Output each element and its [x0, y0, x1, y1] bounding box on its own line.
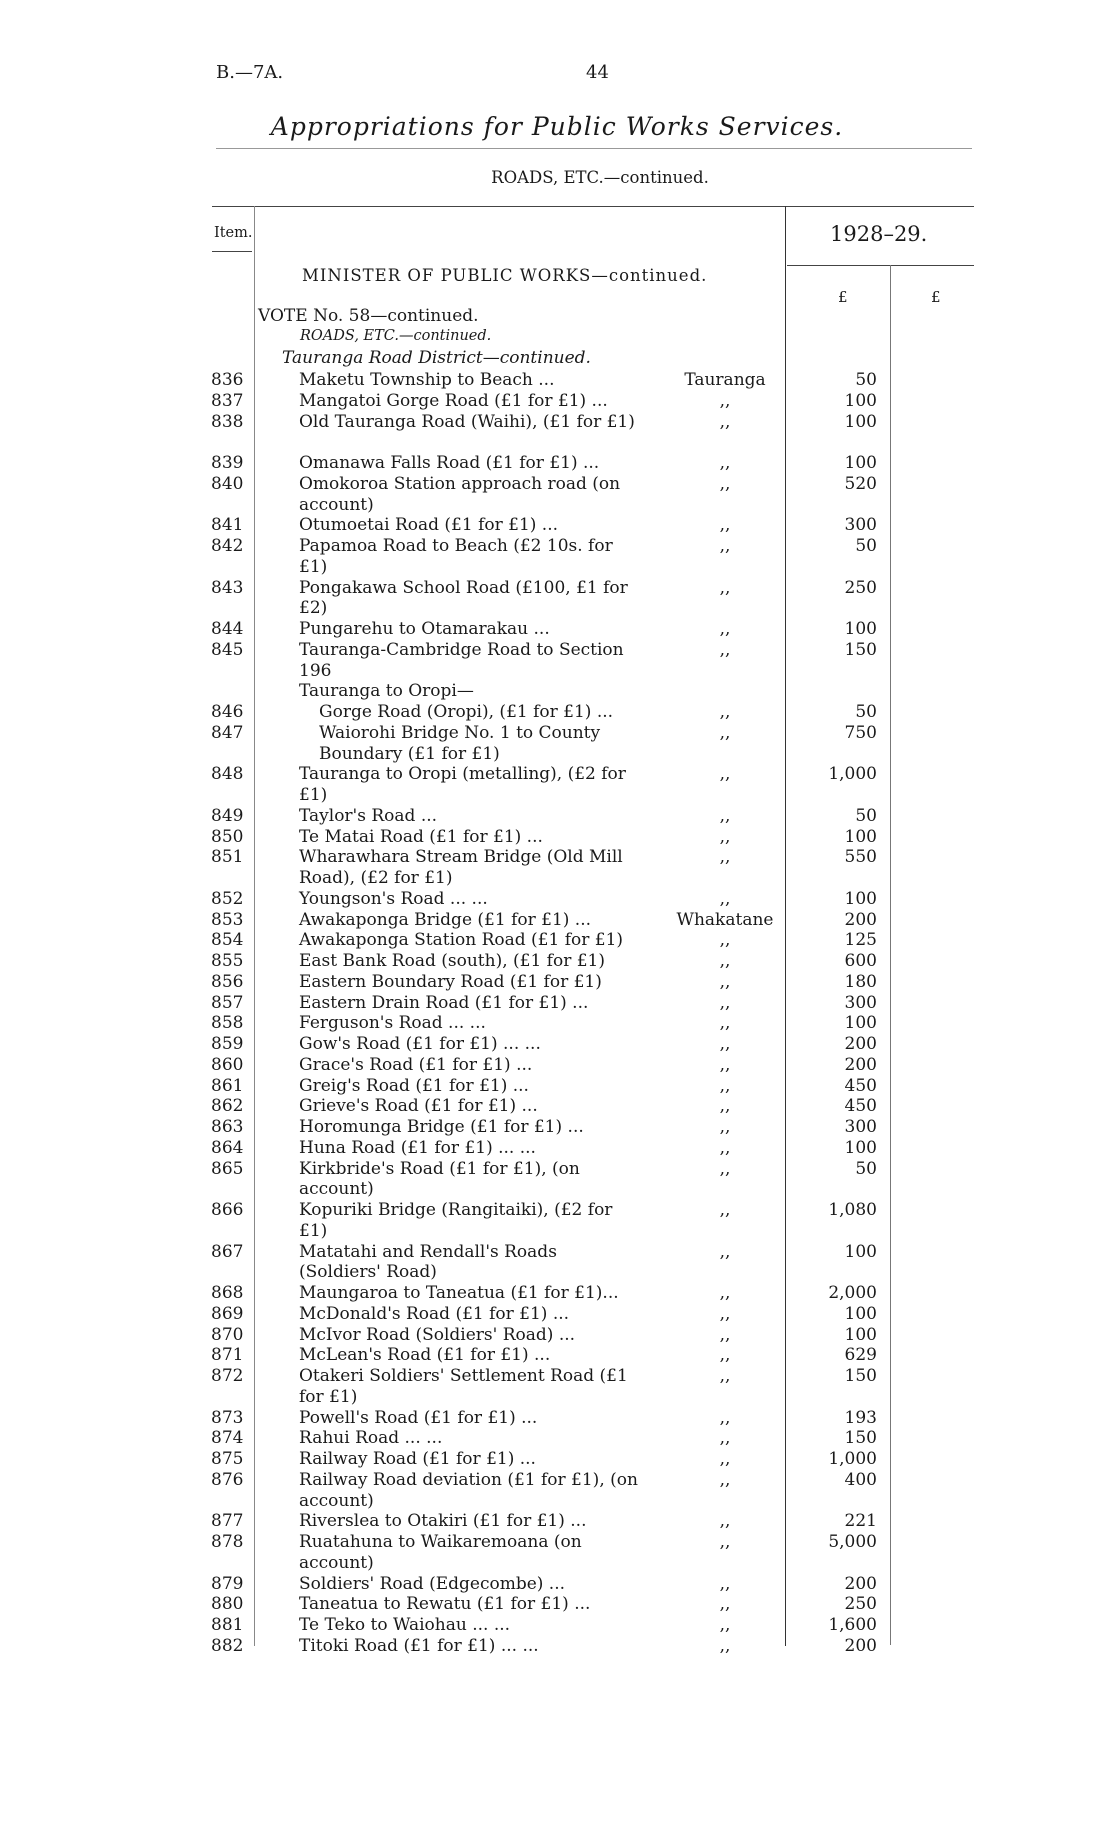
row-amount: 100 [844, 453, 877, 473]
row-district: ,, [719, 473, 731, 494]
row-district: ,, [719, 826, 731, 847]
item-number: 881 [211, 1615, 244, 1635]
table-row [0, 847, 1114, 889]
table-row [0, 702, 1114, 723]
row-district: ,, [719, 515, 731, 536]
item-number: 853 [211, 909, 244, 930]
row-district: ,, [719, 1449, 731, 1469]
row-amount: 200 [844, 1054, 877, 1075]
row-description: Tauranga-Cambridge Road to Section 196 [299, 639, 624, 681]
table-row [0, 1594, 1114, 1615]
item-number: 865 [211, 1158, 244, 1179]
row-district: ,, [719, 1158, 731, 1179]
table-row [0, 1055, 1114, 1076]
row-description: Taylor's Road ... [299, 805, 438, 826]
row-description: Tauranga to Oropi— [299, 681, 474, 702]
row-amount: 100 [844, 1013, 877, 1034]
item-number: 850 [211, 826, 244, 847]
row-amount: 100 [844, 1241, 877, 1262]
row-amount: 150 [844, 639, 877, 660]
table-row [0, 619, 1114, 640]
row-description: Old Tauranga Road (Waihi), (£1 for £1) [299, 411, 635, 432]
table-row [0, 1159, 1114, 1201]
row-description: Rahui Road ... ... [299, 1428, 443, 1449]
row-description: Omokoroa Station approach road (on account) [299, 473, 621, 515]
row-amount: 125 [844, 930, 877, 951]
table-row [0, 1304, 1114, 1325]
table-row [0, 1345, 1114, 1366]
row-description: Awakaponga Bridge (£1 for £1) ... [299, 909, 592, 930]
row-district: ,, [719, 1407, 731, 1428]
item-number: 874 [211, 1428, 244, 1449]
item-number: 862 [211, 1096, 244, 1117]
row-amount: 150 [844, 1366, 877, 1386]
year-column-header: 1928–29. [830, 222, 928, 246]
table-row [0, 640, 1114, 682]
item-number: 856 [211, 971, 244, 992]
minister-heading: MINISTER OF PUBLIC WORKS—continued. [302, 266, 708, 285]
table-row [0, 1242, 1114, 1284]
row-description: Maungaroa to Taneatua (£1 for £1)... [299, 1283, 619, 1303]
row-district: ,, [719, 847, 731, 868]
item-number: 836 [211, 370, 244, 390]
item-number: 864 [211, 1137, 244, 1158]
row-description: Pongakawa School Road (£100, £1 for £2) [299, 577, 628, 619]
row-district: ,, [719, 1594, 731, 1615]
row-amount: 193 [844, 1407, 877, 1428]
item-number: 840 [211, 473, 244, 494]
row-description: Omanawa Falls Road (£1 for £1) ... [299, 453, 600, 473]
row-description: Eastern Drain Road (£1 for £1) ... [299, 992, 589, 1013]
item-number: 871 [211, 1345, 244, 1366]
item-number: 876 [211, 1469, 244, 1490]
row-amount: 100 [844, 1137, 877, 1158]
table-row [0, 1366, 1114, 1408]
row-amount: 100 [844, 888, 877, 909]
row-description: Soldiers' Road (Edgecombe) ... [299, 1573, 566, 1594]
row-description: Otakeri Soldiers' Settlement Road (£1 for £1) [299, 1366, 628, 1407]
page-subtitle: ROADS, ETC.—continued. [491, 168, 709, 187]
table-row [0, 1636, 1114, 1657]
row-amount: 250 [844, 1594, 877, 1615]
table-row [0, 889, 1114, 910]
table-row [0, 1138, 1114, 1159]
row-amount: 150 [844, 1428, 877, 1449]
row-description: Greig's Road (£1 for £1) ... [299, 1075, 529, 1096]
row-amount: 520 [844, 473, 877, 494]
row-description: McIvor Road (Soldiers' Road) ... [299, 1324, 576, 1345]
row-amount: 1,000 [828, 764, 877, 785]
table-row [0, 910, 1114, 931]
row-description: Gow's Road (£1 for £1) ... ... [299, 1034, 541, 1054]
district-heading [282, 348, 591, 368]
row-description: Awakaponga Station Road (£1 for £1) [299, 930, 624, 951]
item-number: 863 [211, 1117, 244, 1137]
row-description: Kopuriki Bridge (Rangitaiki), (£2 for £1) [299, 1200, 613, 1241]
row-description: McDonald's Road (£1 for £1) ... [299, 1303, 570, 1324]
row-description: Titoki Road (£1 for £1) ... ... [299, 1635, 539, 1656]
item-number: 869 [211, 1303, 244, 1324]
row-amount: 200 [844, 1635, 877, 1656]
row-district: ,, [719, 639, 731, 660]
row-district: ,, [719, 619, 731, 639]
row-description: Tauranga to Oropi (metalling), (£2 for £1) [299, 764, 626, 805]
table-row [0, 1283, 1114, 1304]
table-row [0, 1470, 1114, 1512]
table-row [0, 1200, 1114, 1242]
row-amount: 629 [844, 1345, 877, 1366]
row-description: Kirkbride's Road (£1 for £1), (on account) [299, 1158, 580, 1200]
district-name: Tauranga Road District—continued. [282, 348, 591, 368]
item-number: 844 [211, 619, 244, 639]
row-amount: 100 [844, 390, 877, 411]
row-amount: 1,600 [828, 1615, 877, 1635]
row-description: Railway Road (£1 for £1) ... [299, 1449, 536, 1469]
item-number: 880 [211, 1594, 244, 1615]
item-number: 843 [211, 577, 244, 598]
table-row [0, 1511, 1114, 1532]
table-row [0, 806, 1114, 827]
row-amount: 5,000 [828, 1532, 877, 1552]
row-district: Tauranga [684, 370, 766, 390]
row-district: ,, [719, 1117, 731, 1137]
row-district: ,, [719, 722, 731, 743]
row-district: ,, [719, 764, 731, 785]
table-row [0, 951, 1114, 972]
item-number: 858 [211, 1013, 244, 1034]
pound-sign-col-b: £ [931, 288, 941, 306]
row-amount: 450 [844, 1096, 877, 1117]
item-number: 854 [211, 930, 244, 951]
item-number: 846 [211, 702, 244, 722]
row-description: Youngson's Road ... ... [299, 888, 488, 909]
row-district: ,, [719, 1635, 731, 1656]
row-district: ,, [719, 536, 731, 556]
table-row [0, 474, 1114, 516]
row-amount: 50 [855, 702, 877, 722]
page-number: 44 [586, 62, 609, 83]
row-amount: 221 [844, 1511, 877, 1532]
table-row [0, 1096, 1114, 1117]
row-district: ,, [719, 1573, 731, 1594]
row-amount: 250 [844, 577, 877, 598]
row-district: ,, [719, 992, 731, 1013]
row-district: ,, [719, 930, 731, 951]
row-district: ,, [719, 1469, 731, 1490]
row-district: ,, [719, 1428, 731, 1449]
row-amount: 100 [844, 411, 877, 432]
vote-heading: VOTE No. 58—continued. [258, 306, 479, 326]
year-header-rule [787, 265, 974, 266]
row-description: Te Matai Road (£1 for £1) ... [299, 826, 543, 847]
item-number: 879 [211, 1573, 244, 1594]
document-reference: B.—7A. [216, 62, 284, 83]
row-amount: 200 [844, 1034, 877, 1054]
row-district: ,, [719, 805, 731, 826]
item-number: 839 [211, 453, 244, 473]
title-rule [216, 148, 972, 149]
item-column-header: Item. [214, 225, 253, 241]
item-number: 882 [211, 1635, 244, 1656]
item-number: 861 [211, 1075, 244, 1096]
item-number: 851 [211, 847, 244, 868]
table-row [0, 578, 1114, 620]
table-row [0, 827, 1114, 848]
row-description: Waiorohi Bridge No. 1 to County Boundary (£1 for £1) [319, 722, 601, 764]
item-number: 870 [211, 1324, 244, 1345]
item-number: 838 [211, 411, 244, 432]
row-district: ,, [719, 1283, 731, 1303]
row-amount: 50 [855, 805, 877, 826]
row-amount: 200 [844, 909, 877, 930]
row-amount: 50 [855, 370, 877, 390]
row-amount: 600 [844, 951, 877, 971]
row-description: Matatahi and Rendall's Roads (Soldiers' Road) [299, 1241, 557, 1283]
row-description: Pungarehu to Otamarakau ... [299, 619, 550, 639]
item-number: 852 [211, 888, 244, 909]
row-amount: 100 [844, 1303, 877, 1324]
item-number: 857 [211, 992, 244, 1013]
row-amount: 1,000 [828, 1449, 877, 1469]
row-amount: 450 [844, 1075, 877, 1096]
item-header-rule [212, 251, 252, 252]
item-number: 841 [211, 515, 244, 536]
row-district: ,, [719, 1345, 731, 1366]
row-district: ,, [719, 971, 731, 992]
table-row [0, 1076, 1114, 1097]
row-district: ,, [719, 1615, 731, 1635]
row-description: McLean's Road (£1 for £1) ... [299, 1345, 551, 1366]
roads-heading: ROADS, ETC.—continued. [300, 328, 492, 344]
row-description: Powell's Road (£1 for £1) ... [299, 1407, 538, 1428]
row-district: ,, [719, 1200, 731, 1220]
row-description: Ferguson's Road ... ... [299, 1013, 486, 1034]
table-row [0, 1428, 1114, 1449]
item-number: 873 [211, 1407, 244, 1428]
pound-sign-col-a: £ [838, 288, 848, 306]
item-number: 866 [211, 1200, 244, 1220]
table-top-rule [212, 206, 974, 207]
table-row [0, 1574, 1114, 1595]
table-row [0, 681, 1114, 702]
row-amount: 400 [844, 1469, 877, 1490]
row-amount: 550 [844, 847, 877, 868]
table-row [0, 453, 1114, 474]
row-district: ,, [719, 1303, 731, 1324]
table-row [0, 515, 1114, 536]
row-district: ,, [719, 1241, 731, 1262]
row-description: Mangatoi Gorge Road (£1 for £1) ... [299, 390, 608, 411]
table-row [0, 1615, 1114, 1636]
row-description: Te Teko to Waiohau ... ... [299, 1615, 511, 1635]
item-number: 872 [211, 1366, 244, 1386]
row-description: Horomunga Bridge (£1 for £1) ... [299, 1117, 584, 1137]
row-district: Whakatane [676, 909, 774, 930]
row-amount: 2,000 [828, 1283, 877, 1303]
row-description: East Bank Road (south), (£1 for £1) [299, 951, 605, 971]
item-number: 848 [211, 764, 244, 785]
table-row [0, 1408, 1114, 1429]
row-district: ,, [719, 453, 731, 473]
item-number: 847 [211, 722, 244, 743]
row-district: ,, [719, 1511, 731, 1532]
item-number: 859 [211, 1034, 244, 1054]
row-description: Huna Road (£1 for £1) ... ... [299, 1137, 536, 1158]
table-row [0, 764, 1114, 806]
row-district: ,, [719, 1532, 731, 1552]
table-row [0, 993, 1114, 1014]
row-amount: 300 [844, 1117, 877, 1137]
row-amount: 100 [844, 1324, 877, 1345]
row-district: ,, [719, 411, 731, 432]
table-row [0, 391, 1114, 412]
row-district: ,, [719, 1013, 731, 1034]
row-amount: 50 [855, 536, 877, 556]
table-row [0, 536, 1114, 578]
table-row [0, 972, 1114, 993]
item-number: 849 [211, 805, 244, 826]
row-district: ,, [719, 1366, 731, 1386]
item-number: 878 [211, 1532, 244, 1552]
row-amount: 100 [844, 826, 877, 847]
table-row [0, 1325, 1114, 1346]
row-description: Papamoa Road to Beach (£2 10s. for £1) [299, 536, 613, 577]
row-amount: 300 [844, 992, 877, 1013]
row-amount: 200 [844, 1573, 877, 1594]
row-amount: 750 [844, 722, 877, 743]
table-row [0, 1034, 1114, 1055]
item-number: 842 [211, 536, 244, 556]
item-number: 855 [211, 951, 244, 971]
appropriation-rows [0, 370, 1114, 1657]
item-number: 875 [211, 1449, 244, 1469]
table-row [0, 930, 1114, 951]
row-district: ,, [719, 951, 731, 971]
table-row [0, 1449, 1114, 1470]
table-row [0, 370, 1114, 391]
row-district: ,, [719, 888, 731, 909]
item-number: 837 [211, 390, 244, 411]
item-number: 877 [211, 1511, 244, 1532]
row-amount: 50 [855, 1158, 877, 1179]
row-description: Railway Road deviation (£1 for £1), (on account) [299, 1469, 638, 1511]
row-amount: 300 [844, 515, 877, 536]
item-number: 868 [211, 1283, 244, 1303]
row-district: ,, [719, 1324, 731, 1345]
page-title: Appropriations for Public Works Services. [270, 112, 844, 141]
table-row [0, 412, 1114, 454]
row-description: Grieve's Road (£1 for £1) ... [299, 1096, 538, 1117]
row-district: ,, [719, 1034, 731, 1054]
row-amount: 100 [844, 619, 877, 639]
row-description: Taneatua to Rewatu (£1 for £1) ... [299, 1594, 591, 1615]
row-description: Maketu Township to Beach ... [299, 370, 555, 390]
table-row [0, 1117, 1114, 1138]
row-district: ,, [719, 577, 731, 598]
row-description: Wharawhara Stream Bridge (Old Mill Road), (£2 for £1) [299, 847, 623, 888]
row-district: ,, [719, 702, 731, 722]
row-description: Riverslea to Otakiri (£1 for £1) ... [299, 1511, 587, 1532]
row-amount: 180 [844, 971, 877, 992]
row-description: Eastern Boundary Road (£1 for £1) [299, 971, 602, 992]
item-number: 845 [211, 639, 244, 660]
row-district: ,, [719, 1137, 731, 1158]
item-number: 867 [211, 1241, 244, 1262]
row-district: ,, [719, 1054, 731, 1075]
row-district: ,, [719, 390, 731, 411]
row-description: Grace's Road (£1 for £1) ... [299, 1054, 533, 1075]
item-number: 860 [211, 1054, 244, 1075]
row-amount: 1,080 [828, 1200, 877, 1220]
row-description: Otumoetai Road (£1 for £1) ... [299, 515, 559, 536]
row-description: Ruatahuna to Waikaremoana (on account) [299, 1532, 582, 1573]
row-description: Gorge Road (Oropi), (£1 for £1) ... [319, 702, 614, 722]
row-district: ,, [719, 1096, 731, 1117]
table-row [0, 1532, 1114, 1574]
table-row [0, 723, 1114, 765]
table-row [0, 1013, 1114, 1034]
row-district: ,, [719, 1075, 731, 1096]
